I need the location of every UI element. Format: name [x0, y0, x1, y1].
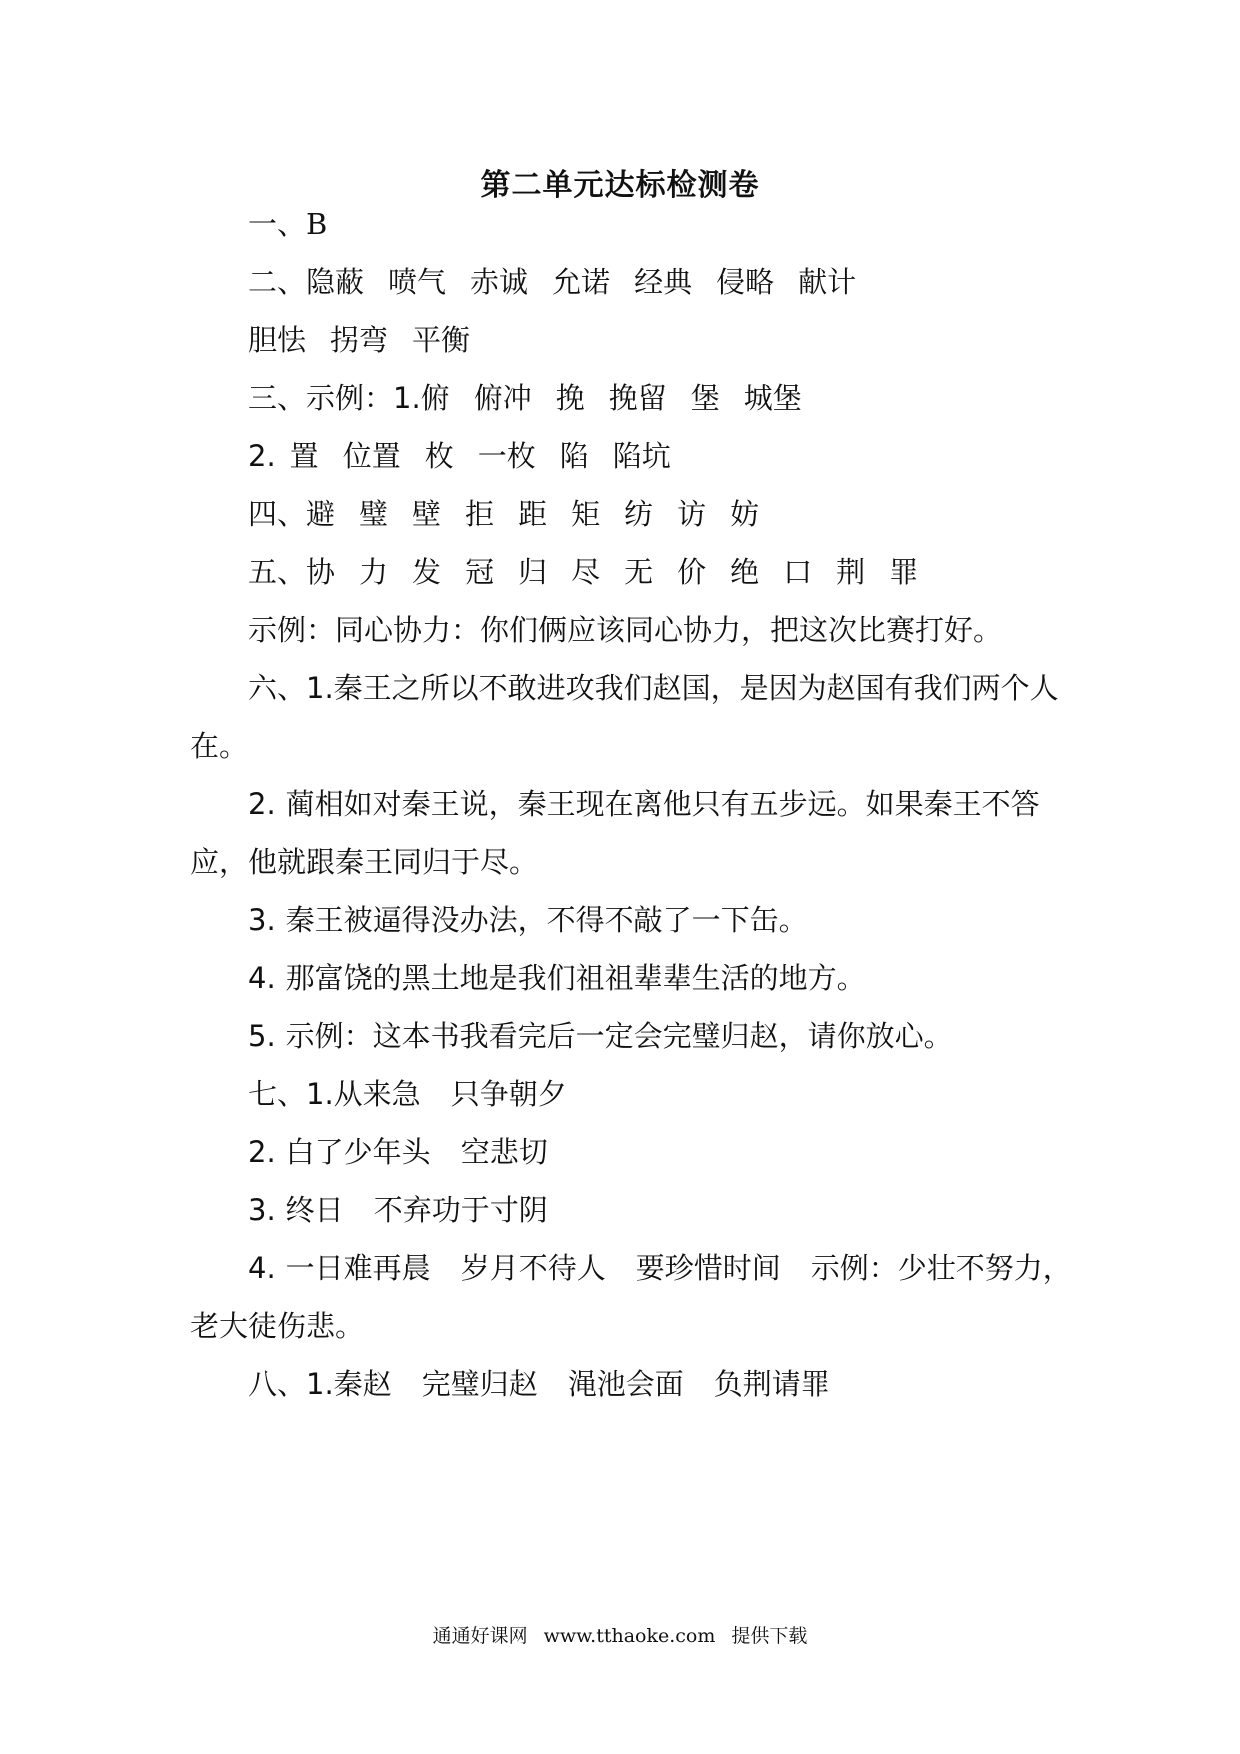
word: 置: [289, 439, 319, 473]
phrase: 终日: [285, 1193, 344, 1227]
section-3-line-2: [248, 436, 671, 476]
section-4-label: 四、: [248, 497, 307, 531]
answer-text: 秦王被逼得没办法，不得不敲了一下缶。: [285, 903, 808, 937]
word: 允诺: [552, 265, 611, 299]
word: 平衡: [412, 323, 471, 357]
footer-note: 提供下载: [731, 1625, 808, 1647]
section-8-label: 八、1.: [248, 1367, 334, 1401]
section-5-example: 示例：同心协力：你们俩应该同心协力，把这次比赛打好。: [248, 613, 1003, 647]
phrase: 一日难再晨: [285, 1251, 431, 1285]
char: 协: [306, 555, 336, 589]
item-number: 2.: [248, 787, 276, 821]
word: 陷坑: [612, 439, 671, 473]
char: 尽: [571, 555, 601, 589]
phrase: 从来急: [333, 1077, 421, 1111]
char: 口: [783, 555, 813, 589]
char: 访: [677, 497, 707, 531]
word: 隐蔽: [306, 265, 365, 299]
section-6-item-4: [248, 958, 866, 998]
char: 距: [518, 497, 548, 531]
char: 壁: [412, 497, 442, 531]
char: 归: [518, 555, 548, 589]
word: 一枚: [477, 439, 536, 473]
answer-text: 示例：这本书我看完后一定会完璧归赵，请你放心。: [285, 1019, 953, 1053]
word: 枚: [424, 439, 454, 473]
answer-text: 蔺相如对秦王说，秦王现在离他只有五步远。如果秦王不答: [285, 787, 1040, 821]
phrase: 白了少年头: [285, 1135, 431, 1169]
item-number: 5.: [248, 1019, 276, 1053]
answer-text: 秦王之所以不敢进攻我们赵国，是因为赵国有我们两个人: [333, 671, 1059, 705]
section-3-line-1: [248, 378, 802, 418]
section-1-label: 一、: [248, 207, 307, 241]
section-1-answer: B: [306, 207, 328, 241]
phrase: 秦赵: [333, 1367, 392, 1401]
char: 绝: [730, 555, 760, 589]
section-7-label: 七、1.: [248, 1077, 334, 1111]
word: 胆怯: [248, 323, 307, 357]
section-5-label: 五、: [248, 555, 307, 589]
section-6-label: 六、1.: [248, 671, 334, 705]
answer-text: 那富饶的黑土地是我们祖祖辈辈生活的地方。: [285, 961, 866, 995]
phrase: 完璧归赵: [421, 1367, 538, 1401]
footer-url[interactable]: www.tthaoke.com: [543, 1625, 716, 1647]
word: 俯冲: [473, 381, 532, 415]
char: 发: [412, 555, 442, 589]
word: 经典: [634, 265, 693, 299]
section-7-item-3: [248, 1190, 548, 1230]
page-footer: [0, 1621, 1240, 1648]
char: 璧: [359, 497, 389, 531]
item-number: 4.: [248, 1251, 276, 1285]
section-7-item-4: [248, 1248, 1072, 1288]
section-7-item-1: [248, 1074, 567, 1114]
section-2-label: 二、: [248, 265, 307, 299]
section-7-item-2: [248, 1132, 548, 1172]
word: 陷: [559, 439, 589, 473]
char: 价: [677, 555, 707, 589]
phrase: 只争朝夕: [450, 1077, 567, 1111]
char: 妨: [730, 497, 760, 531]
char: 罪: [889, 555, 919, 589]
section-6-item-5: [248, 1016, 953, 1056]
phrase: 岁月不待人: [460, 1251, 606, 1285]
item-number: 2.: [248, 1135, 276, 1169]
char: 力: [359, 555, 389, 589]
char: 避: [306, 497, 336, 531]
word: 献计: [798, 265, 857, 299]
word: 赤诚: [470, 265, 529, 299]
char: 纺: [624, 497, 654, 531]
word: 俯: [420, 381, 450, 415]
section-7-item-4-cont: 老大徒伤悲。: [190, 1309, 365, 1343]
section-6-item-2: [248, 784, 1040, 824]
item-number: 3.: [248, 903, 276, 937]
word: 堡: [690, 381, 720, 415]
section-1: [248, 204, 327, 244]
section-5: [248, 552, 918, 592]
char: 冠: [465, 555, 495, 589]
char: 无: [624, 555, 654, 589]
section-4: [248, 494, 759, 534]
phrase: 空悲切: [460, 1135, 548, 1169]
item-number: 3.: [248, 1193, 276, 1227]
char: 矩: [571, 497, 601, 531]
item-number: 4.: [248, 961, 276, 995]
word: 喷气: [388, 265, 447, 299]
item-number: 2.: [248, 439, 276, 473]
word: 侵略: [716, 265, 775, 299]
section-2-line-1: [248, 262, 856, 302]
char: 荆: [836, 555, 866, 589]
phrase: 渑池会面: [567, 1367, 684, 1401]
page-title: 第二单元达标检测卷: [480, 168, 760, 203]
section-3-label: 三、示例：1.: [248, 381, 421, 415]
section-2-line-2: [248, 320, 470, 360]
section-6-item-1-cont: 在。: [190, 729, 249, 763]
section-6-item-1: [248, 668, 1059, 708]
section-6-item-3: [248, 900, 808, 940]
word: 拐弯: [330, 323, 389, 357]
phrase: 负荆请罪: [713, 1367, 830, 1401]
word: 挽: [555, 381, 585, 415]
word: 位置: [342, 439, 401, 473]
section-8-item-1: [248, 1364, 830, 1404]
section-6-item-2-cont: 应，他就跟秦王同归于尽。: [190, 845, 539, 879]
example-text: 示例：少壮不努力，: [810, 1251, 1072, 1285]
footer-site-name: 通通好课网: [432, 1625, 528, 1647]
char: 拒: [465, 497, 495, 531]
phrase: 要珍惜时间: [635, 1251, 781, 1285]
word: 城堡: [743, 381, 802, 415]
phrase: 不弃功于寸阴: [373, 1193, 548, 1227]
word: 挽留: [608, 381, 667, 415]
